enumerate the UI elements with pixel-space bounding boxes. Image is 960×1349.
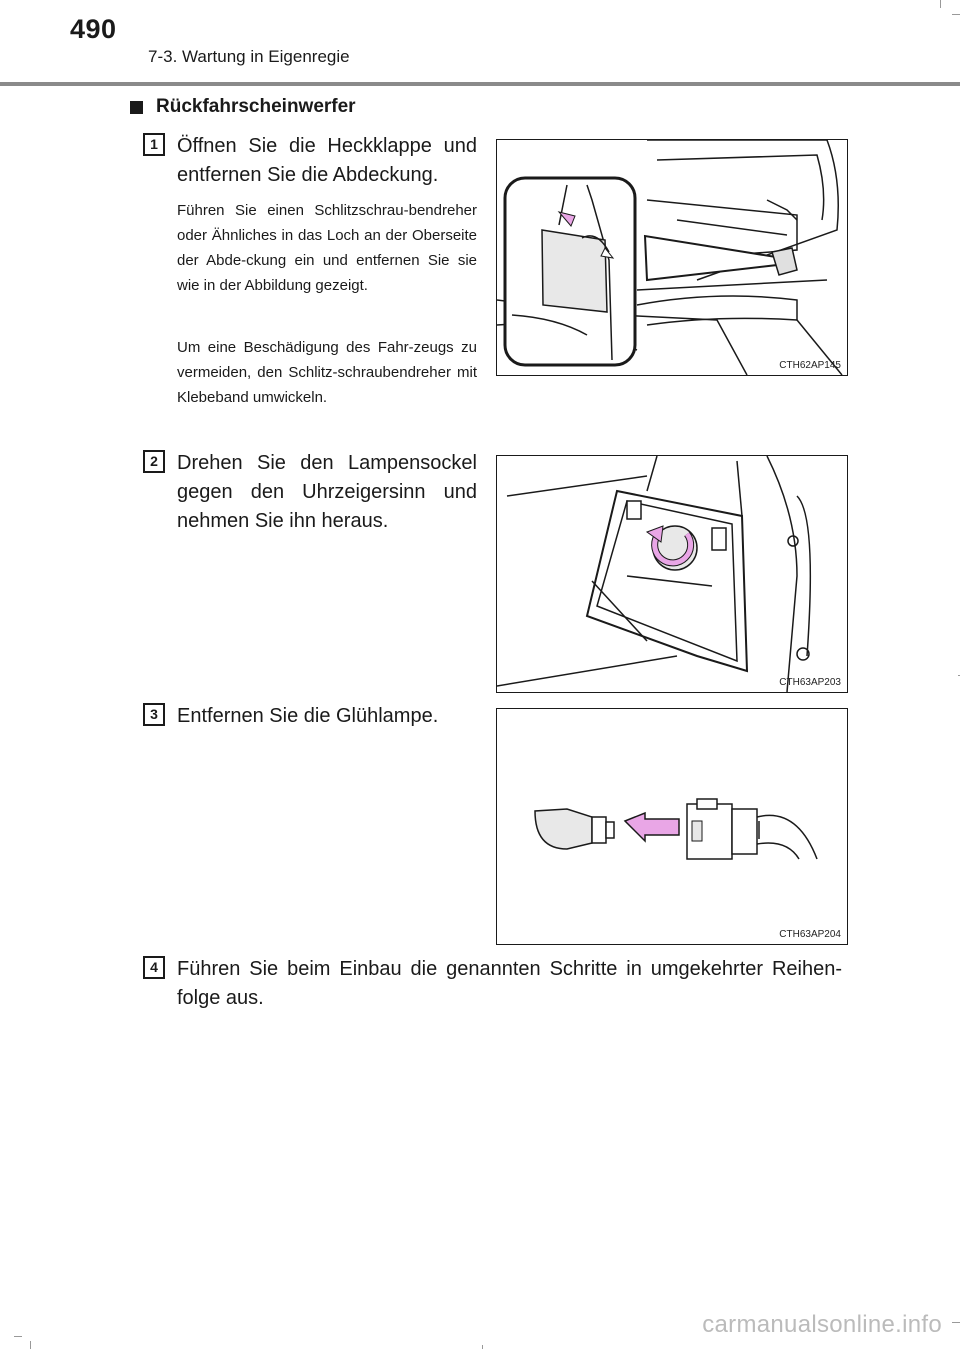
figure-bulb-removal bbox=[496, 708, 848, 945]
step-3-text: Entfernen Sie die Glühlampe. bbox=[177, 705, 439, 727]
step-1-note-2: Um eine Beschädigung des Fahr-zeugs zu vermeiden, den Schlitz-schraubendreher mit Klebeband umwickeln. bbox=[177, 339, 477, 406]
watermark: carmanualsonline.info bbox=[702, 1311, 942, 1338]
figure-code: CTH63AP204 bbox=[779, 929, 841, 940]
crop-mark bbox=[952, 1322, 960, 1323]
crop-mark bbox=[30, 1341, 31, 1349]
bulb-illustration bbox=[497, 709, 847, 944]
lamp-socket-illustration bbox=[497, 456, 847, 692]
section-title: Rückfahrscheinwerfer bbox=[156, 96, 356, 117]
figure-tailgate-cover bbox=[496, 139, 848, 376]
figure-lamp-socket bbox=[496, 455, 848, 693]
figure-code: CTH63AP203 bbox=[779, 677, 841, 688]
step-number-badge: 3 bbox=[143, 703, 165, 726]
chapter-title: 7-3. Wartung in Eigenregie bbox=[148, 47, 350, 66]
step-number-badge: 1 bbox=[143, 133, 165, 156]
crop-mark bbox=[952, 14, 960, 15]
step-2-text: Drehen Sie den Lampensockel gegen den Uhrzeigersinn und nehmen Sie ihn heraus. bbox=[177, 452, 477, 532]
figure-code: CTH62AP145 bbox=[779, 360, 841, 371]
step-number-badge: 4 bbox=[143, 956, 165, 979]
step-1-note-1: Führen Sie einen Schlitzschrau-bendreher oder Ähnliches in das Loch an der Oberseite der Abde-ckung ein und entfernen Sie sie wie in der Abbildung gezeigt. bbox=[177, 202, 477, 294]
tailgate-illustration bbox=[497, 140, 847, 375]
page-number: 490 bbox=[70, 14, 117, 44]
step-1-text: Öffnen Sie die Heckklappe und entfernen Sie die Abdeckung. bbox=[177, 135, 477, 186]
header-divider bbox=[0, 82, 960, 86]
step-number-badge: 2 bbox=[143, 450, 165, 473]
crop-mark bbox=[482, 1345, 483, 1349]
crop-mark bbox=[940, 0, 941, 8]
crop-mark bbox=[14, 1336, 22, 1337]
step-4-text: Führen Sie beim Einbau die genannten Schritte in umgekehrter Reihen-folge aus. bbox=[177, 958, 842, 1009]
section-bullet-icon bbox=[130, 101, 143, 114]
